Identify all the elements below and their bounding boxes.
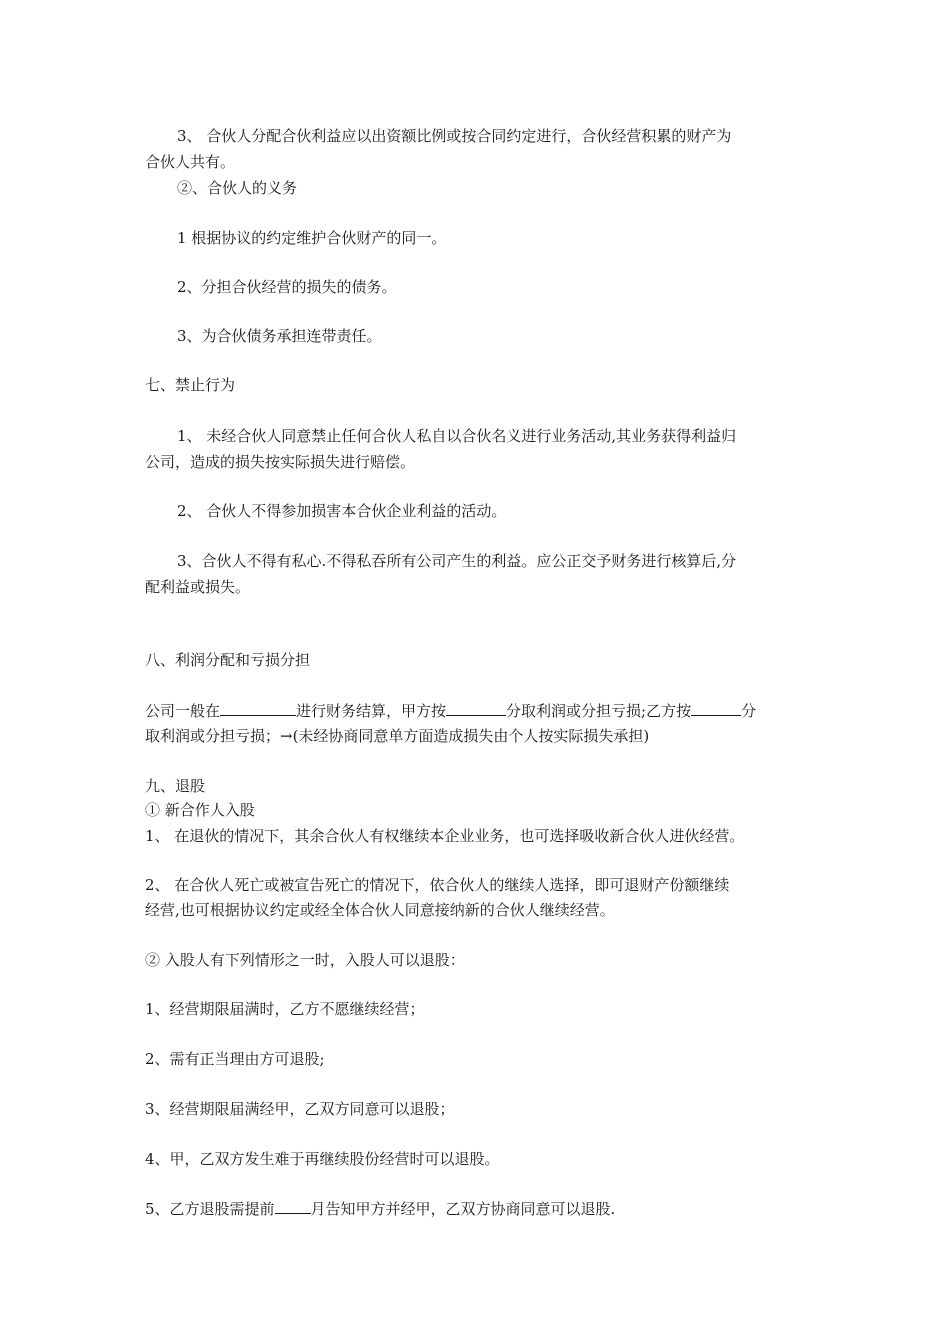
- s8-text-b: 进行财务结算，甲方按: [296, 702, 447, 720]
- withdraw-condition-1: 1、经营期限届满时，乙方不愿继续经营；: [145, 1000, 425, 1018]
- s7-p3-line1: 3、合伙人不得有私心.不得私吞所有公司产生的利益。应公正交予财务进行核算后,分: [177, 552, 737, 570]
- withdraw-condition-5: [145, 1198, 615, 1219]
- withdraw-condition-4: 4、甲，乙双方发生难于再继续股份经营时可以退股。: [145, 1150, 500, 1168]
- withdraw-condition-2: 2、需有正当理由方可退股;: [145, 1050, 325, 1068]
- s7-p1-line2: 公司，造成的损失按实际损失进行赔偿。: [145, 453, 416, 471]
- s8-line2: 取利润或分担亏损；→(未经协商同意单方面造成损失由个人按实际损失承担): [145, 727, 650, 745]
- s9-sub2: ② 入股人有下列情形之一时，入股人可以退股：: [145, 951, 465, 969]
- s9-p1: 1、 在退伙的情况下，其余合伙人有权继续本企业业务，也可选择吸收新合伙人进伙经营。: [145, 827, 745, 845]
- section-9-heading: 九、退股: [145, 777, 206, 795]
- s7-p3-line2: 配利益或损失。: [145, 578, 251, 596]
- party-a-ratio-blank: [446, 700, 506, 716]
- s8-text-d: 分: [741, 702, 757, 720]
- s9-p2-line1: 2、 在合伙人死亡或被宣告死亡的情况下，依合伙人的继续人选择，即可退财产份额继续: [145, 876, 730, 894]
- c5-text-b: 月告知甲方并经甲，乙双方协商同意可以退股.: [310, 1200, 616, 1218]
- withdraw-condition-3: 3、经营期限届满经甲，乙双方同意可以退股；: [145, 1100, 455, 1118]
- partner-right-3-line2: 合伙人共有。: [145, 153, 236, 171]
- party-b-ratio-blank: [691, 700, 741, 716]
- obligation-1: 1 根据协议的约定维护合伙财产的同一。: [177, 229, 447, 247]
- partner-right-3-line1: 3、 合伙人分配合伙利益应以出资额比例或按合同约定进行，合伙经营积累的财产为: [177, 127, 732, 145]
- s7-p2: 2、 合伙人不得参加损害本合伙企业利益的活动。: [177, 502, 507, 520]
- s8-text-a: 公司一般在: [145, 702, 221, 720]
- s7-p1-line1: 1、 未经合伙人同意禁止任何合伙人私自以合伙名义进行业务活动,其业务获得利益归: [177, 427, 737, 445]
- s8-line1: [145, 700, 756, 721]
- section-8-heading: 八、利润分配和亏损分担: [145, 651, 311, 669]
- settlement-period-blank: [220, 700, 296, 716]
- s8-text-c: 分取利润或分担亏损;乙方按: [506, 702, 692, 720]
- s9-p2-line2: 经营,也可根据协议约定或经全体合伙人同意接纳新的合伙人继续经营。: [145, 901, 615, 919]
- c5-text-a: 5、乙方退股需提前: [145, 1200, 275, 1218]
- obligation-3: 3、为合伙债务承担连带责任。: [177, 327, 382, 345]
- notice-months-blank: [275, 1198, 311, 1214]
- obligations-heading: ②、合伙人的义务: [177, 179, 298, 197]
- section-7-heading: 七、禁止行为: [145, 376, 236, 394]
- s9-sub1: ① 新合作人入股: [145, 801, 255, 819]
- obligation-2: 2、分担合伙经营的损失的债务。: [177, 278, 397, 296]
